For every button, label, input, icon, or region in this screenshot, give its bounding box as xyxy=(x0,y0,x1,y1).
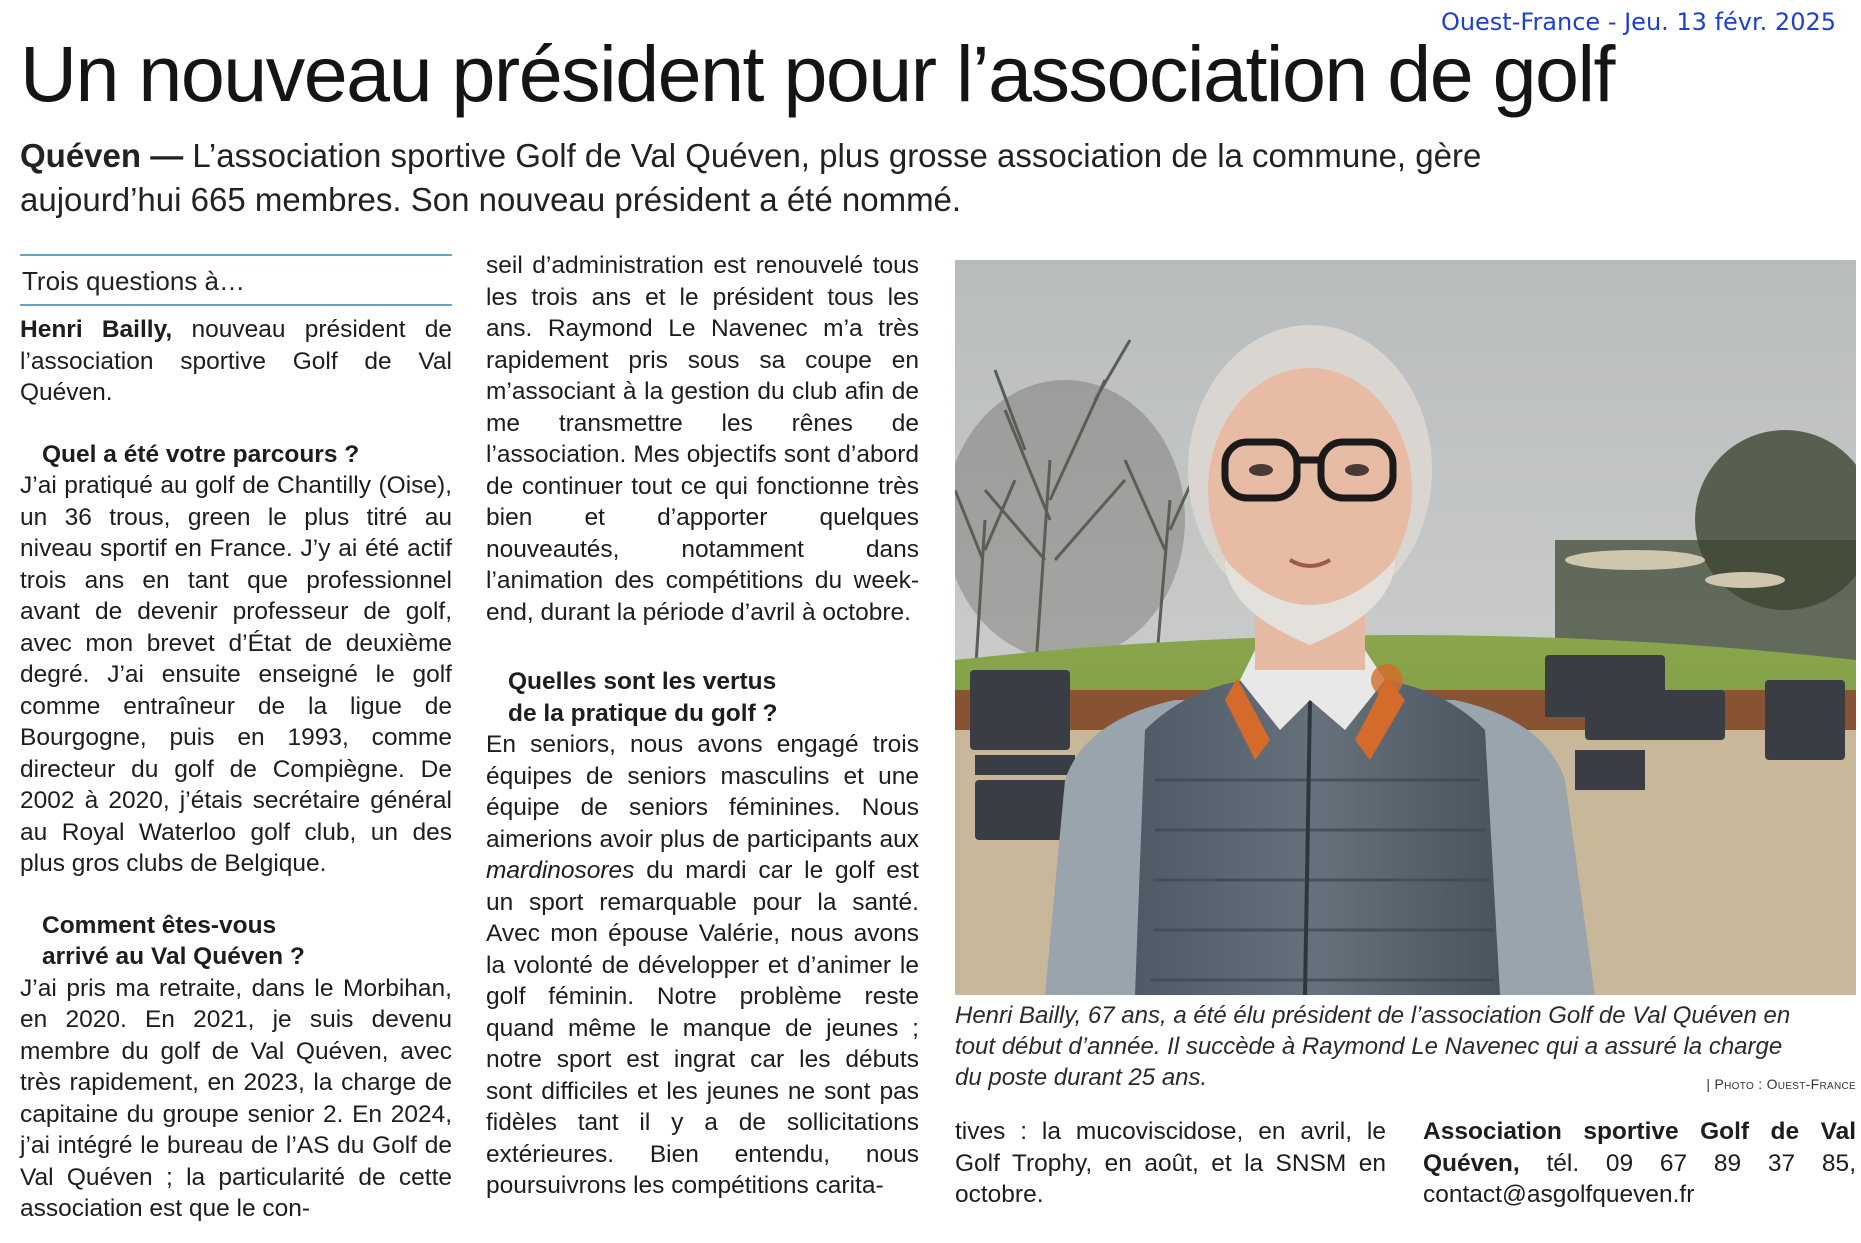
answer-3-part-1: En seniors, nous avons engagé trois équipes de seniors masculins et une équipe de seniors féminines. Nous aimerions avoir plus de participants aux xyxy=(486,731,919,853)
answer-1: J’ai pratiqué au golf de Chantilly (Oise), un 36 trous, green le plus titré au niveau sportif en France. J’y ai été actif trois ans en tant que professionnel avant de devenir professeur de golf, avec mon brevet d’État de deuxième degré. J’ai ensuite enseigné le golf comme entraîneur de la ligue de Bourgogne, puis en 1993, comme directeur du golf de Compiègne. De 2002 à 2020, j’étais secrétaire général au Royal Waterloo golf club, un des plus gros clubs de Belgique. xyxy=(20,472,452,877)
lede-text: L’association sportive Golf de Val Quéven, plus grosse association de la commune, gère aujourd’hui 665 membres. Son nouveau président a été nommé. xyxy=(20,137,1482,218)
answer-3 xyxy=(486,729,919,1202)
answer-2-part-2: seil d’administration est renouvelé tous les trois ans et le président tous les ans. Raymond Le Navenec m’a très rapidement pris sous sa coupe en m’associant à la gestion du club afin de me transmettre les rênes de l’association. Mes objectifs sont d’abord de continuer tout ce qui fonctionne très bien et d’apporter quelques nouveautés, notamment dans l’animation des compétitions du week-end, durant la période d’avril à octobre. xyxy=(486,252,919,626)
answer-3-italic: mardinosores xyxy=(486,857,635,884)
answer-2-part-1: J’ai pris ma retraite, dans le Morbihan, en 2020. En 2021, je suis devenu membre du golf de Val Quéven, avec très rapidement, en 2023, la charge de capitaine du groupe senior 2. En 2024, j’ai intégré le bureau de l’AS du Golf de Val Quéven ; la particularité de cette association est que le con- xyxy=(20,974,452,1222)
column-2 xyxy=(486,250,919,1202)
column-1 xyxy=(20,254,452,1225)
column-4 xyxy=(1423,1116,1856,1211)
photo-credit: | Photo : Ouest-France xyxy=(1706,1076,1856,1092)
lede-place: Quéven — xyxy=(20,137,184,174)
intro xyxy=(20,314,452,409)
kicker-bottom-rule xyxy=(20,304,452,306)
question-3: Quelles sont les vertus de la pratique du golf ? xyxy=(508,668,778,727)
headline: Un nouveau président pour l’association de golf xyxy=(20,29,1614,118)
photo-caption: Henri Bailly, 67 ans, a été élu président de l’association Golf de Val Quéven en tout début d’année. Il succède à Raymond Le Navenec qui a assuré la charge du poste durant 25 ans. xyxy=(955,1002,1791,1091)
source-line: Ouest-France - Jeu. 13 févr. 2025 xyxy=(1440,8,1836,36)
intro-name: Henri Bailly, xyxy=(20,316,173,343)
contact-name: Association sportive Golf de Val Quéven, xyxy=(1423,1118,1856,1177)
question-2: Comment êtes-vous arrivé au Val Quéven ? xyxy=(42,911,305,970)
portrait-photo xyxy=(955,260,1856,995)
contact-info xyxy=(1423,1116,1856,1211)
answer-3-end: tives : la mucoviscidose, en avril, le Golf Trophy, en août, et la SNSM en octobre. xyxy=(955,1118,1386,1208)
column-3 xyxy=(955,1116,1386,1211)
kicker: Trois questions à… xyxy=(22,266,246,296)
intro-text: nouveau président de l’association sportive Golf de Val Quéven. xyxy=(20,316,452,406)
answer-3-part-2: du mardi car le golf est un sport remarquable pour la santé. Avec mon épouse Valérie, nous avons la volonté de développer et d’animer le golf féminin. Notre problème reste quand même le manque de jeunes ; notre sport est ingrat car les débuts sont difficiles et les jeunes ne sont pas fidèles tant il y a de sollicitations extérieures. Bien entendu, nous poursuivrons les compétitions carita- xyxy=(486,857,919,1199)
contact-details: tél. 09 67 89 37 85, contact@asgolfqueven.fr xyxy=(1423,1149,1856,1208)
question-1: Quel a été votre parcours ? xyxy=(42,440,360,468)
lede xyxy=(20,134,1580,222)
